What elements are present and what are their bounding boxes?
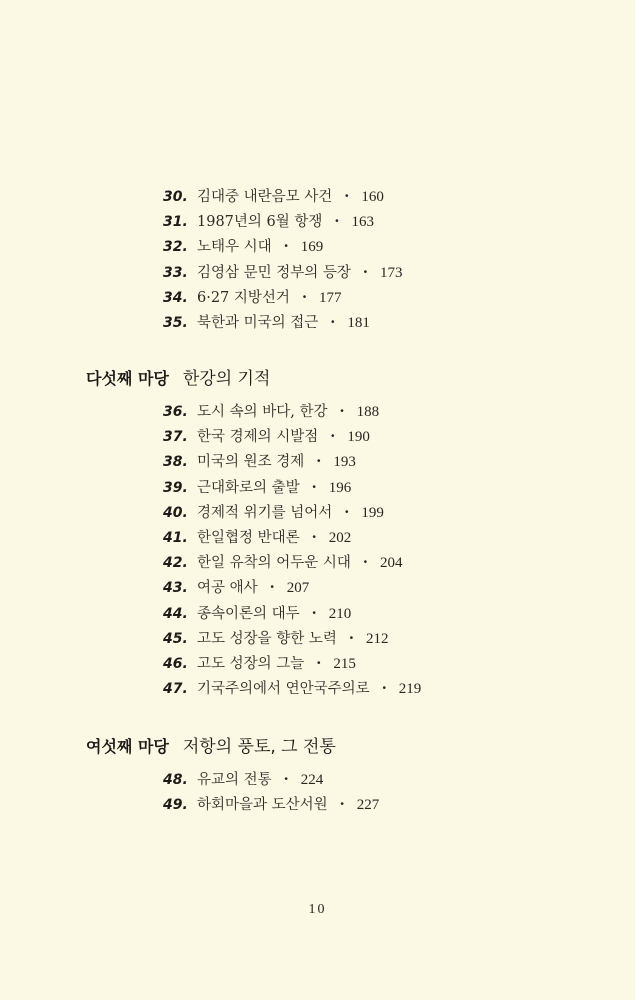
entry-number: 40. xyxy=(163,504,188,521)
entry-title: 김영삼 문민 정부의 등장 xyxy=(197,264,351,281)
toc-group-2 xyxy=(163,399,421,701)
entry-number: 44. xyxy=(163,605,188,622)
page-number: 10 xyxy=(308,902,327,917)
entry-number: 49. xyxy=(163,797,188,814)
entry-page: 219 xyxy=(398,681,422,698)
toc-entry xyxy=(163,792,379,817)
section-heading-5 xyxy=(86,364,270,389)
entry-title: 6·27 지방선거 xyxy=(197,289,290,306)
entry-page: 212 xyxy=(365,630,389,647)
section-label: 다섯째 마당 xyxy=(86,369,169,388)
entry-page: 181 xyxy=(347,314,370,331)
toc-entry xyxy=(163,310,402,335)
entry-title: 경제적 위기를 넘어서 xyxy=(197,504,333,521)
toc-entry xyxy=(163,285,402,310)
entry-page: 193 xyxy=(333,454,356,471)
toc-entry xyxy=(163,651,421,676)
entry-separator: · xyxy=(339,796,345,814)
entry-title: 여공 애사 xyxy=(197,580,258,597)
entry-separator: · xyxy=(362,554,368,572)
section-title: 한강의 기적 xyxy=(182,369,271,389)
entry-separator: · xyxy=(381,680,387,698)
entry-number: 30. xyxy=(163,189,188,205)
entry-page: 173 xyxy=(379,264,403,281)
toc-group-3 xyxy=(163,767,379,817)
entry-title: 도시 속의 바다, 한강 xyxy=(197,404,328,420)
entry-separator: · xyxy=(311,478,317,496)
entry-page: 196 xyxy=(328,479,352,496)
entry-number: 33. xyxy=(163,264,188,281)
entry-title: 한국 경제의 시발점 xyxy=(197,429,319,446)
section-title: 저항의 풍토, 그 전통 xyxy=(182,737,336,757)
toc-entry xyxy=(163,475,421,500)
entry-separator: · xyxy=(348,629,354,647)
entry-number: 39. xyxy=(163,479,188,496)
toc-entry xyxy=(163,767,379,792)
toc-entry xyxy=(163,550,421,575)
toc-entry xyxy=(163,676,421,701)
entry-page: 190 xyxy=(347,429,370,446)
entry-number: 36. xyxy=(163,404,188,420)
entry-title: 기국주의에서 연안국주의로 xyxy=(197,681,370,698)
toc-entry xyxy=(163,209,402,234)
entry-separator: · xyxy=(344,503,350,521)
entry-number: 48. xyxy=(163,772,188,788)
entry-number: 45. xyxy=(163,630,188,647)
entry-title: 김대중 내란음모 사건 xyxy=(197,189,333,205)
entry-page: 199 xyxy=(361,504,384,521)
toc-entry xyxy=(163,500,421,525)
section-label: 여섯째 마당 xyxy=(86,737,169,756)
section-heading-6 xyxy=(86,732,336,757)
entry-page: 207 xyxy=(286,580,310,597)
entry-title: 근대화로의 출발 xyxy=(197,479,300,496)
entry-separator: · xyxy=(283,238,289,256)
toc-entry xyxy=(163,234,402,259)
entry-separator: · xyxy=(269,579,275,597)
entry-title: 1987년의 6월 항쟁 xyxy=(197,214,323,231)
entry-title: 종속이론의 대두 xyxy=(197,605,300,622)
entry-page: 169 xyxy=(300,239,324,256)
entry-page: 188 xyxy=(356,404,380,420)
entry-separator: · xyxy=(344,188,350,205)
entry-title: 한일 유착의 어두운 시대 xyxy=(197,555,351,572)
entry-separator: · xyxy=(283,771,289,788)
toc-entry xyxy=(163,601,421,626)
entry-page: 224 xyxy=(300,772,324,788)
entry-separator: · xyxy=(311,528,317,546)
toc-entry xyxy=(163,399,421,424)
entry-title: 유교의 전통 xyxy=(197,772,272,788)
entry-page: 202 xyxy=(328,529,352,546)
entry-separator: · xyxy=(311,604,317,622)
entry-title: 미국의 원조 경제 xyxy=(197,454,305,471)
entry-title: 한일협정 반대론 xyxy=(197,529,300,546)
entry-separator: · xyxy=(316,453,322,471)
toc-group-1 xyxy=(163,184,402,335)
entry-page: 204 xyxy=(379,555,403,572)
entry-number: 38. xyxy=(163,454,188,471)
entry-title: 고도 성장의 그늘 xyxy=(197,655,305,672)
entry-page: 177 xyxy=(319,289,342,306)
entry-page: 227 xyxy=(356,797,380,814)
toc-entry xyxy=(163,626,421,651)
toc-entry xyxy=(163,575,421,600)
toc-entry xyxy=(163,424,421,449)
entry-page: 160 xyxy=(361,189,384,205)
entry-page: 215 xyxy=(333,655,356,672)
entry-separator: · xyxy=(301,288,307,306)
entry-number: 34. xyxy=(163,289,188,306)
entry-title: 노태우 시대 xyxy=(197,239,272,256)
toc-entry xyxy=(163,184,402,209)
toc-entry xyxy=(163,525,421,550)
entry-title: 하회마을과 도산서원 xyxy=(197,797,328,814)
entry-number: 42. xyxy=(163,555,188,572)
entry-separator: · xyxy=(362,263,368,281)
entry-separator: · xyxy=(334,213,340,231)
entry-title: 북한과 미국의 접근 xyxy=(197,314,319,331)
entry-title: 고도 성장을 향한 노력 xyxy=(197,630,337,647)
entry-number: 41. xyxy=(163,529,188,546)
toc-entry xyxy=(163,260,402,285)
entry-number: 35. xyxy=(163,314,188,331)
entry-page: 163 xyxy=(351,214,374,231)
entry-separator: · xyxy=(330,313,336,331)
toc-entry xyxy=(163,449,421,474)
entry-number: 32. xyxy=(163,239,188,256)
entry-page: 210 xyxy=(328,605,352,622)
entry-separator: · xyxy=(330,428,336,446)
entry-number: 43. xyxy=(163,580,188,597)
entry-separator: · xyxy=(316,654,322,672)
entry-number: 46. xyxy=(163,655,188,672)
entry-number: 31. xyxy=(163,214,188,231)
entry-number: 37. xyxy=(163,429,188,446)
entry-number: 47. xyxy=(163,681,188,698)
entry-separator: · xyxy=(339,403,345,420)
